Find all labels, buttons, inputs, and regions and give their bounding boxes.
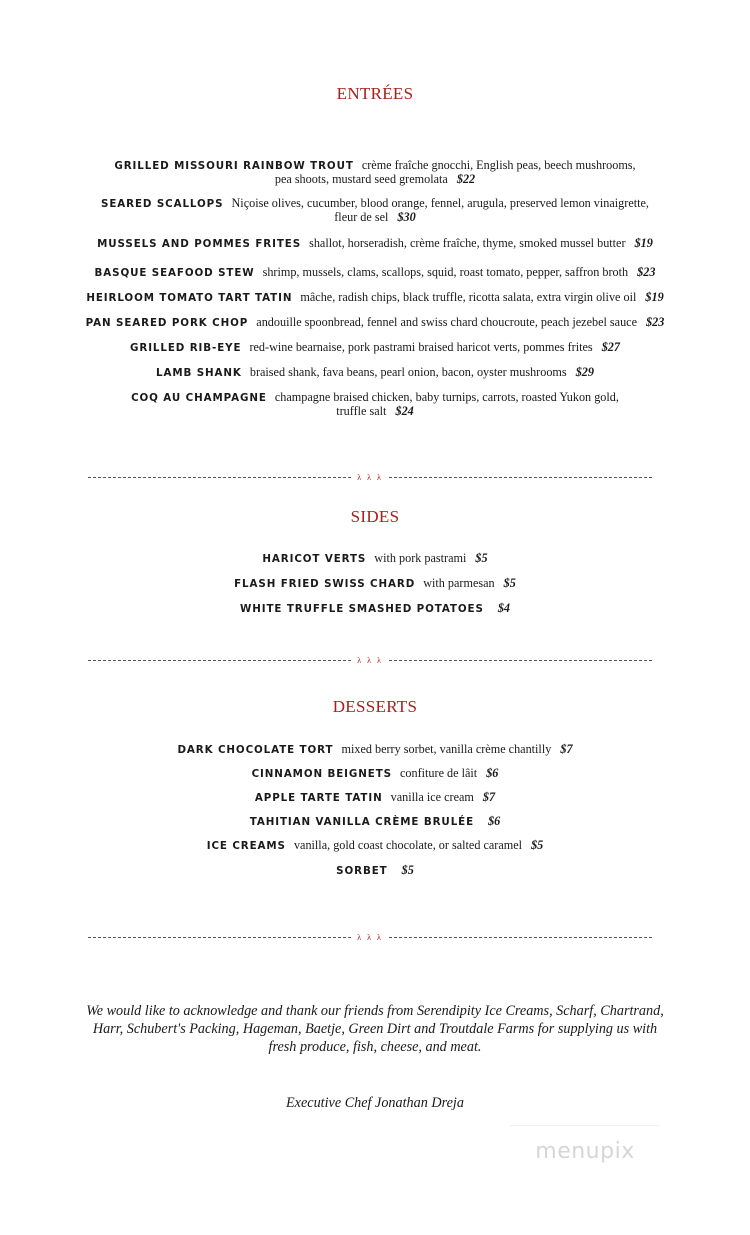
item-name: GRILLED RIB-EYE — [130, 342, 242, 354]
executive-chef-credit: Executive Chef Jonathan Dreja — [286, 1095, 464, 1111]
item-name: COQ AU CHAMPAGNE — [131, 392, 267, 404]
desserts-heading: DESSERTS — [332, 697, 418, 716]
entrees-heading: ENTRÉES — [336, 84, 414, 103]
item-description: champagne braised chicken, baby turnips, carrots, roasted Yukon gold, — [274, 390, 619, 404]
menu-item — [70, 391, 680, 418]
item-name: PAN SEARED PORK CHOP — [85, 317, 249, 329]
menu-item — [70, 291, 680, 305]
item-description: shrimp, mussels, clams, scallops, squid, roast tomato, pepper, saffron broth — [262, 265, 629, 279]
acknowledgement-text: We would like to acknowledge and thank our friends from Serendipity Ice Creams, Scharf, Chartrand, Harr, Schubert's Packing, Hageman, Baetje, Green Dirt and Troutdale Farms for supplying us with fresh produce, fish, cheese, and meat. — [86, 1003, 664, 1055]
item-name: DARK CHOCOLATE TORT — [177, 744, 334, 756]
item-price: $19 — [634, 236, 653, 250]
section-divider — [88, 470, 652, 484]
item-description: confiture de lâit — [400, 766, 478, 780]
divider-ornament: λ λ λ — [357, 655, 383, 665]
item-name: HEIRLOOM TOMATO TART TATIN — [86, 292, 293, 304]
item-name: FLASH FRIED SWISS CHARD — [234, 578, 416, 590]
item-name: SEARED SCALLOPS — [101, 198, 224, 210]
item-name: WHITE TRUFFLE SMASHED POTATOES — [240, 603, 484, 615]
item-price: $23 — [637, 265, 656, 279]
item-description: braised shank, fava beans, pearl onion, bacon, oyster mushrooms — [249, 365, 567, 379]
item-description: truffle salt — [336, 404, 387, 418]
item-price: $6 — [486, 766, 499, 780]
item-price: $27 — [601, 340, 620, 354]
menupix-watermark-logo — [510, 1125, 660, 1176]
item-price: $5 — [531, 838, 544, 852]
menu-item — [70, 237, 680, 251]
section-divider — [88, 930, 652, 944]
menu-item — [70, 366, 680, 380]
menu-item — [70, 815, 680, 829]
menu-item — [70, 266, 680, 280]
menu-item — [70, 602, 680, 616]
item-description: andouille spoonbread, fennel and swiss chard choucroute, peach jezebel sauce — [256, 315, 637, 329]
item-price: $19 — [645, 290, 664, 304]
divider-ornament: λ λ λ — [357, 932, 383, 942]
item-name: MUSSELS AND POMMES FRITES — [97, 238, 302, 250]
menu-item — [70, 791, 680, 805]
item-name: GRILLED MISSOURI RAINBOW TROUT — [114, 160, 354, 172]
menu-item — [70, 552, 680, 566]
item-price: $5 — [401, 863, 414, 877]
sides-heading: SIDES — [350, 507, 400, 526]
menu-item — [70, 767, 680, 781]
menu-item — [70, 577, 680, 591]
item-name: TAHITIAN VANILLA CRÈME BRULÉE — [249, 816, 475, 828]
item-price: $4 — [497, 601, 510, 615]
item-description: vanilla ice cream — [390, 790, 474, 804]
item-price: $30 — [397, 210, 416, 224]
item-price: $24 — [395, 404, 414, 418]
menu-item — [70, 864, 680, 878]
item-description: mixed berry sorbet, vanilla crème chantilly — [341, 742, 552, 756]
item-description: mâche, radish chips, black truffle, ricotta salata, extra virgin olive oil — [300, 290, 637, 304]
item-name: SORBET — [336, 865, 388, 877]
watermark-text: menupix — [535, 1138, 635, 1164]
menu-item — [70, 197, 680, 224]
item-price: $5 — [475, 551, 488, 565]
menu-item — [70, 743, 680, 757]
item-price: $5 — [503, 576, 516, 590]
item-price: $23 — [646, 315, 665, 329]
menu-item — [70, 341, 680, 355]
item-price: $22 — [456, 172, 476, 186]
item-description: pea shoots, mustard seed gremolata — [274, 172, 448, 186]
item-price: $7 — [482, 790, 496, 804]
item-description: crème fraîche gnocchi, English peas, beech mushrooms, — [361, 158, 636, 172]
item-price: $29 — [575, 365, 594, 379]
item-description: red-wine bearnaise, pork pastrami braised haricot verts, pommes frites — [249, 340, 593, 354]
item-name: ICE CREAMS — [206, 840, 286, 852]
item-description: Niçoise olives, cucumber, blood orange, fennel, arugula, preserved lemon vinaigrette, — [231, 196, 649, 210]
menu-item — [70, 316, 680, 330]
menu-item — [70, 839, 680, 853]
item-name: LAMB SHANK — [156, 367, 242, 379]
item-description: vanilla, gold coast chocolate, or salted caramel — [293, 838, 523, 852]
section-divider — [88, 653, 652, 667]
divider-ornament: λ λ λ — [357, 472, 383, 482]
item-description: fleur de sel — [334, 210, 389, 224]
item-name: CINNAMON BEIGNETS — [251, 768, 392, 780]
item-name: HARICOT VERTS — [262, 553, 367, 565]
item-name: APPLE TARTE TATIN — [254, 792, 383, 804]
item-name: BASQUE SEAFOOD STEW — [94, 267, 255, 279]
menu-item — [70, 159, 680, 186]
item-price: $6 — [488, 814, 501, 828]
item-price: $7 — [560, 742, 573, 756]
item-description: with parmesan — [423, 576, 495, 590]
item-description: with pork pastrami — [374, 551, 467, 565]
item-description: shallot, horseradish, crème fraîche, thyme, smoked mussel butter — [309, 236, 626, 250]
